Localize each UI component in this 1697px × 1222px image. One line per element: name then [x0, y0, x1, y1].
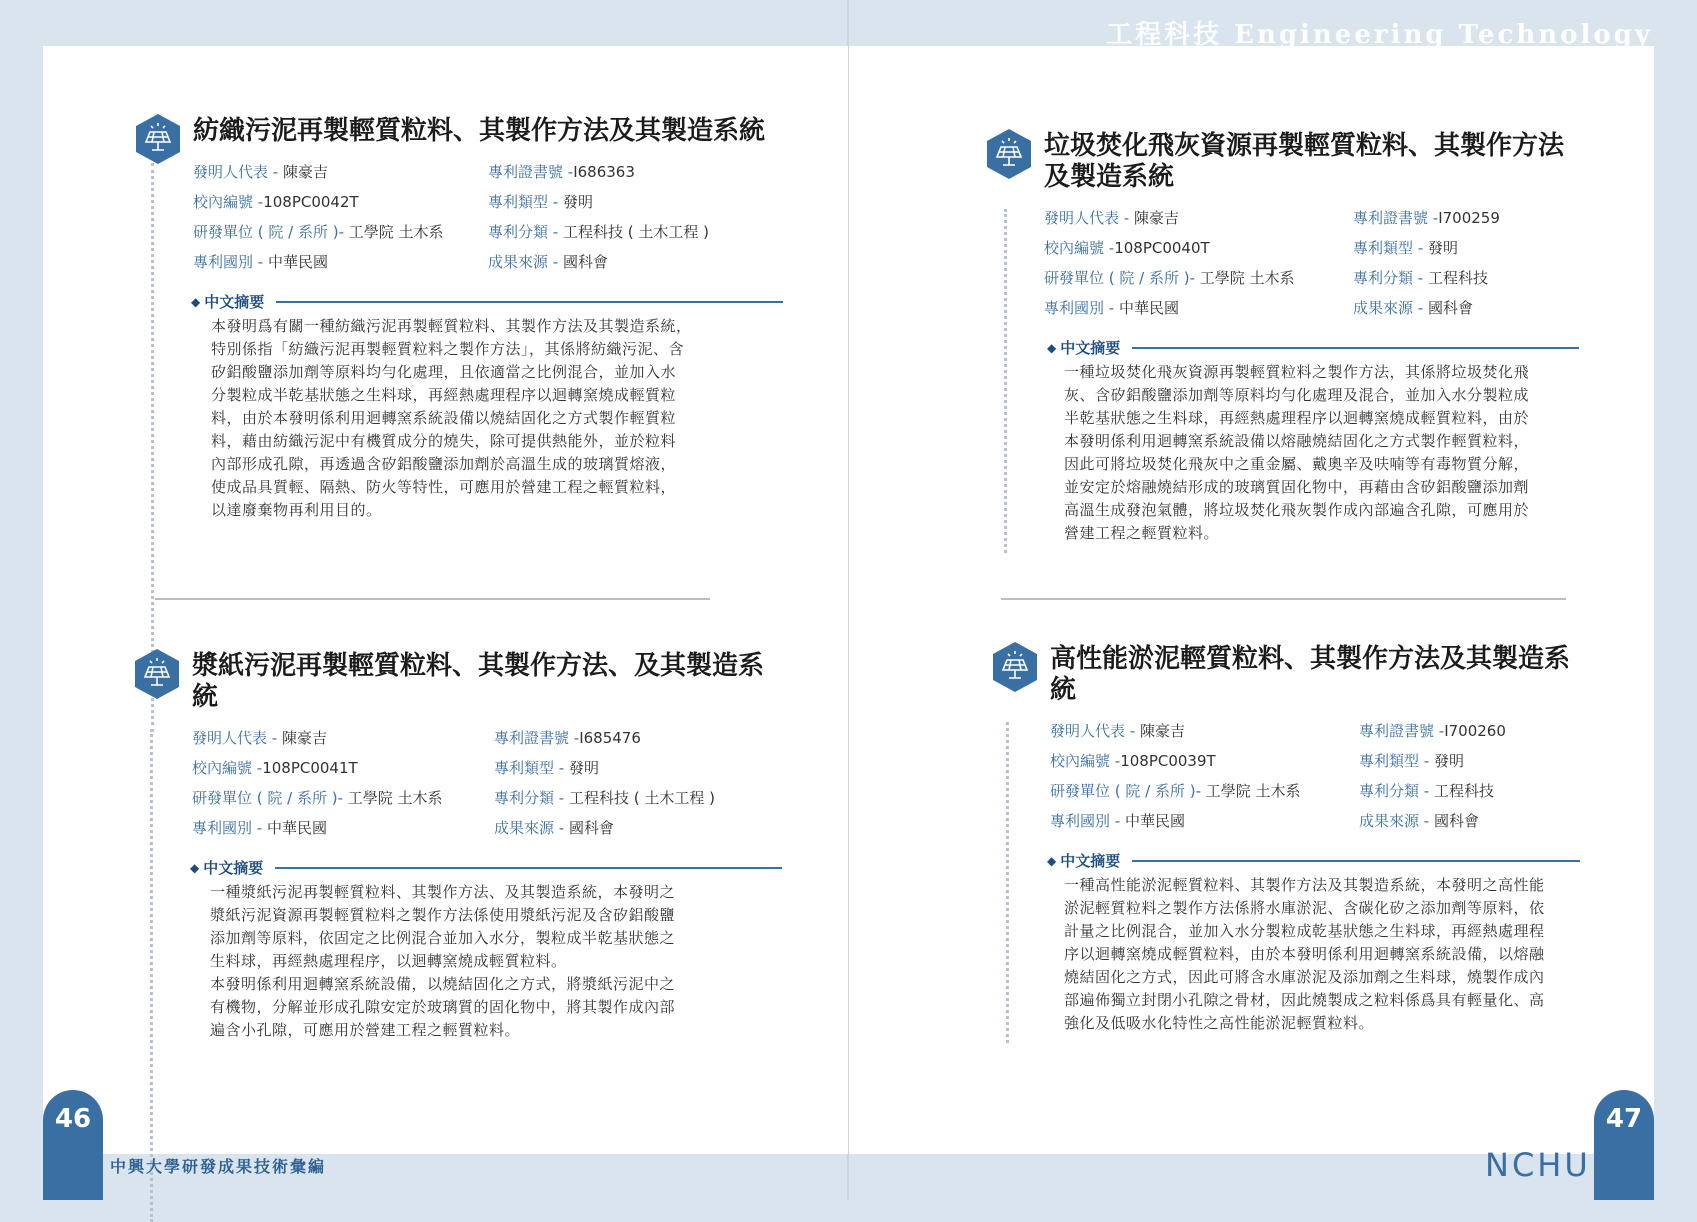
- field-key: 成果來源 -: [1359, 812, 1434, 830]
- field-value: 108PC0040T: [1114, 239, 1210, 257]
- field-value: 工學院 土木系: [347, 789, 443, 807]
- patent-info: [192, 723, 782, 1042]
- abstract-text: 一種漿紙污泥再製輕質粒料、其製作方法、及其製造系統，本發明之 漿紙污泥資源再製輕質粒料之製作方法係使用漿紙污泥及含矽鋁酸鹽 添加劑等原料，依固定之比例混合並加入水分，製粒成半乾基狀態之 生料球，再經熱處理程序，以迴轉窯燒成輕質粒料。 本發明係利用迴轉窯系統設備，以燒結固化之方式，將漿紙污泥中之 有機物，分解並形成孔隙安定於玻璃質的固化物中，將其製作成內部 遍含小孔隙，可應用於營建工程之輕質粒料。: [210, 883, 676, 1039]
- page-number-left: 46: [43, 1090, 103, 1200]
- entry-title: 漿紙污泥再製輕質粒料、其製作方法、及其製造系統: [192, 651, 765, 712]
- solar-panel-icon: [988, 640, 1042, 694]
- field-value: 發明: [562, 193, 593, 211]
- abstract-text: 本發明爲有關一種紡織污泥再製輕質粒料、其製作方法及其製造系統， 特別係指「紡織污泥再製輕質粒料之製作方法」，其係將紡織污泥、含 矽鋁酸鹽添加劑等原料均勻化處理，且依適當之比例混合，並加入水 分製粒成半乾基狀態之生料球，再經熱處理程序以迴轉窯燒成輕質粒 料，由於本發明係利用迴轉窯系統設備以燒結固化之方式製作輕質粒 料，藉由紡織污泥中有機質成分的燒失，除可提供熱能外，並於粒料 內部形成孔隙，再透過含矽鋁酸鹽添加劑於高溫生成的玻璃質熔液， 使成品具質輕、隔熱、防火等特性，可應用於營建工程之輕質粒料， 以達廢棄物再利用目的。: [211, 317, 692, 519]
- page-number-right: 47: [1594, 1090, 1654, 1200]
- field-value: 陳豪吉: [1139, 722, 1185, 740]
- patent-entry: [1044, 131, 1579, 545]
- field-key: 專利分類 -: [1359, 782, 1434, 800]
- field-value: 中華民國: [267, 253, 328, 271]
- field-value: 中華民國: [266, 819, 327, 837]
- field-value: 108PC0042T: [263, 193, 359, 211]
- solar-panel-icon: [130, 647, 184, 701]
- field-key: 專利分類 -: [494, 789, 569, 807]
- patent-entry: [193, 116, 783, 522]
- field-key: 專利類型 -: [1359, 752, 1434, 770]
- solar-panel-icon: [131, 112, 185, 166]
- entry-title: 高性能淤泥輕質粒料、其製作方法及其製造系統: [1050, 644, 1571, 705]
- field-value: I685476: [579, 729, 641, 747]
- field-value: 國科會: [1433, 812, 1479, 830]
- field-key: 校內編號 -: [1050, 752, 1121, 770]
- field-key: 專利類型 -: [488, 193, 563, 211]
- field-key: 校內編號 -: [192, 759, 263, 777]
- field-value: 發明: [568, 759, 599, 777]
- footer-publication-title: 中興大學研發成果技術彙編: [110, 1157, 327, 1176]
- field-value: 工程科技 ( 土木工程 ): [568, 789, 715, 807]
- field-key: 專利類型 -: [494, 759, 569, 777]
- entry-divider: [1001, 598, 1566, 600]
- field-key: 專利國別 -: [193, 253, 268, 271]
- field-key: 研發單位 ( 院 / 系所 )-: [192, 789, 348, 807]
- field-key: 專利分類 -: [488, 223, 563, 241]
- abstract-rule: [276, 301, 783, 303]
- diamond-bullet-icon: ◆: [190, 860, 200, 875]
- field-key: 專利證書號 -: [1353, 209, 1439, 227]
- field-key: 研發單位 ( 院 / 系所 )-: [1050, 782, 1206, 800]
- field-key: 研發單位 ( 院 / 系所 )-: [193, 223, 349, 241]
- abstract-rule: [1132, 860, 1580, 862]
- abstract-rule: [275, 867, 782, 869]
- section-header: 工程科技 Engineering Technology: [1106, 20, 1653, 50]
- field-key: 發明人代表 -: [192, 729, 282, 747]
- field-key: 專利國別 -: [192, 819, 267, 837]
- patent-info: [193, 157, 783, 522]
- field-value: I700260: [1444, 722, 1506, 740]
- field-key: 校內編號 -: [193, 193, 264, 211]
- abstract-label: 中文摘要: [1060, 852, 1121, 870]
- patent-info: [1047, 716, 1580, 1035]
- solar-panel-icon: [982, 127, 1036, 181]
- field-key: 研發單位 ( 院 / 系所 )-: [1044, 269, 1200, 287]
- field-key: 專利證書號 -: [494, 729, 580, 747]
- patent-info: [1044, 203, 1579, 545]
- field-key: 專利證書號 -: [1359, 722, 1445, 740]
- diamond-bullet-icon: ◆: [191, 294, 201, 309]
- entry-title: 紡織污泥再製輕質粒料、其製作方法及其製造系統: [193, 116, 766, 146]
- field-value: 108PC0039T: [1120, 752, 1216, 770]
- entry-divider: [155, 598, 710, 600]
- field-key: 校內編號 -: [1044, 239, 1115, 257]
- abstract-header: [1047, 850, 1580, 871]
- field-key: 專利國別 -: [1044, 299, 1119, 317]
- entry-title: 垃圾焚化飛灰資源再製輕質粒料、其製作方法及製造系統: [1044, 131, 1565, 192]
- field-key: 成果來源 -: [494, 819, 569, 837]
- field-key: 發明人代表 -: [1044, 209, 1134, 227]
- abstract-text: 一種垃圾焚化飛灰資源再製輕質粒料之製作方法，其係將垃圾焚化飛 灰、含矽鋁酸鹽添加劑等原料均勻化處理及混合，並加入水分製粒成 半乾基狀態之生料球，再經熱處理程序以迴轉窯燒成輕質粒料，由於 本發明係利用迴轉窯系統設備以熔融燒結固化之方式製作輕質粒料， 因此可將垃圾焚化飛灰中之重金屬、戴奧辛及呋喃等有毒物質分解， 並安定於熔融燒結形成的玻璃質固化物中，再藉由含矽鋁酸鹽添加劑 高溫生成發泡氣體，將垃圾焚化飛灰製作成內部遍含孔隙，可應用於 營建工程之輕質粒料。: [1064, 363, 1530, 542]
- field-key: 專利分類 -: [1353, 269, 1428, 287]
- abstract-header: [1047, 337, 1579, 358]
- field-value: 中華民國: [1118, 299, 1179, 317]
- field-value: 國科會: [568, 819, 614, 837]
- abstract-label: 中文摘要: [1060, 339, 1121, 357]
- field-key: 成果來源 -: [488, 253, 563, 271]
- diamond-bullet-icon: ◆: [1047, 853, 1057, 868]
- dotted-rule: [150, 729, 153, 1222]
- field-value: 陳豪吉: [1133, 209, 1179, 227]
- field-value: I700259: [1438, 209, 1500, 227]
- patent-entry: [192, 651, 782, 1042]
- field-value: 工程科技 ( 土木工程 ): [562, 223, 709, 241]
- abstract-header: [190, 857, 782, 878]
- dotted-rule: [1004, 209, 1007, 553]
- field-value: 工程科技: [1433, 782, 1494, 800]
- abstract-label: 中文摘要: [204, 293, 265, 311]
- field-value: 陳豪吉: [281, 729, 327, 747]
- abstract-label: 中文摘要: [203, 859, 264, 877]
- abstract-text: 一種高性能淤泥輕質粒料、其製作方法及其製造系統，本發明之高性能 淤泥輕質粒料之製作方法係將水庫淤泥、含碳化矽之添加劑等原料，依 計量之比例混合，並加入水分製粒成乾基狀態之生料球，再經熱處理程 序以迴轉窯燒成輕質粒料，由於本發明係利用迴轉窯系統設備，以熔融 燒結固化之方式，因此可將含水庫淤泥及添加劑之生料球，燒製作成內 部遍佈獨立封閉小孔隙之骨材，因此燒製成之粒料係爲具有輕量化、高 強化及低吸水化特性之高性能淤泥輕質粒料。: [1064, 876, 1545, 1032]
- patent-entry: [1047, 644, 1580, 1035]
- field-key: 專利國別 -: [1050, 812, 1125, 830]
- field-value: 工學院 土木系: [1199, 269, 1295, 287]
- field-value: 工學院 土木系: [1205, 782, 1301, 800]
- field-key: 成果來源 -: [1353, 299, 1428, 317]
- abstract-rule: [1132, 347, 1579, 349]
- field-value: I686363: [573, 163, 635, 181]
- footer-logo-text: NCHU: [1485, 1146, 1591, 1184]
- field-key: 專利類型 -: [1353, 239, 1428, 257]
- field-value: 國科會: [1427, 299, 1473, 317]
- field-key: 發明人代表 -: [1050, 722, 1140, 740]
- field-value: 國科會: [562, 253, 608, 271]
- field-value: 108PC0041T: [262, 759, 358, 777]
- diamond-bullet-icon: ◆: [1047, 340, 1057, 355]
- field-value: 發明: [1433, 752, 1464, 770]
- field-value: 工程科技: [1427, 269, 1488, 287]
- field-value: 發明: [1427, 239, 1458, 257]
- field-key: 發明人代表 -: [193, 163, 283, 181]
- field-value: 陳豪吉: [282, 163, 328, 181]
- field-key: 專利證書號 -: [488, 163, 574, 181]
- abstract-header: [191, 291, 783, 312]
- dotted-rule: [1006, 722, 1009, 1043]
- field-value: 工學院 土木系: [348, 223, 444, 241]
- field-value: 中華民國: [1124, 812, 1185, 830]
